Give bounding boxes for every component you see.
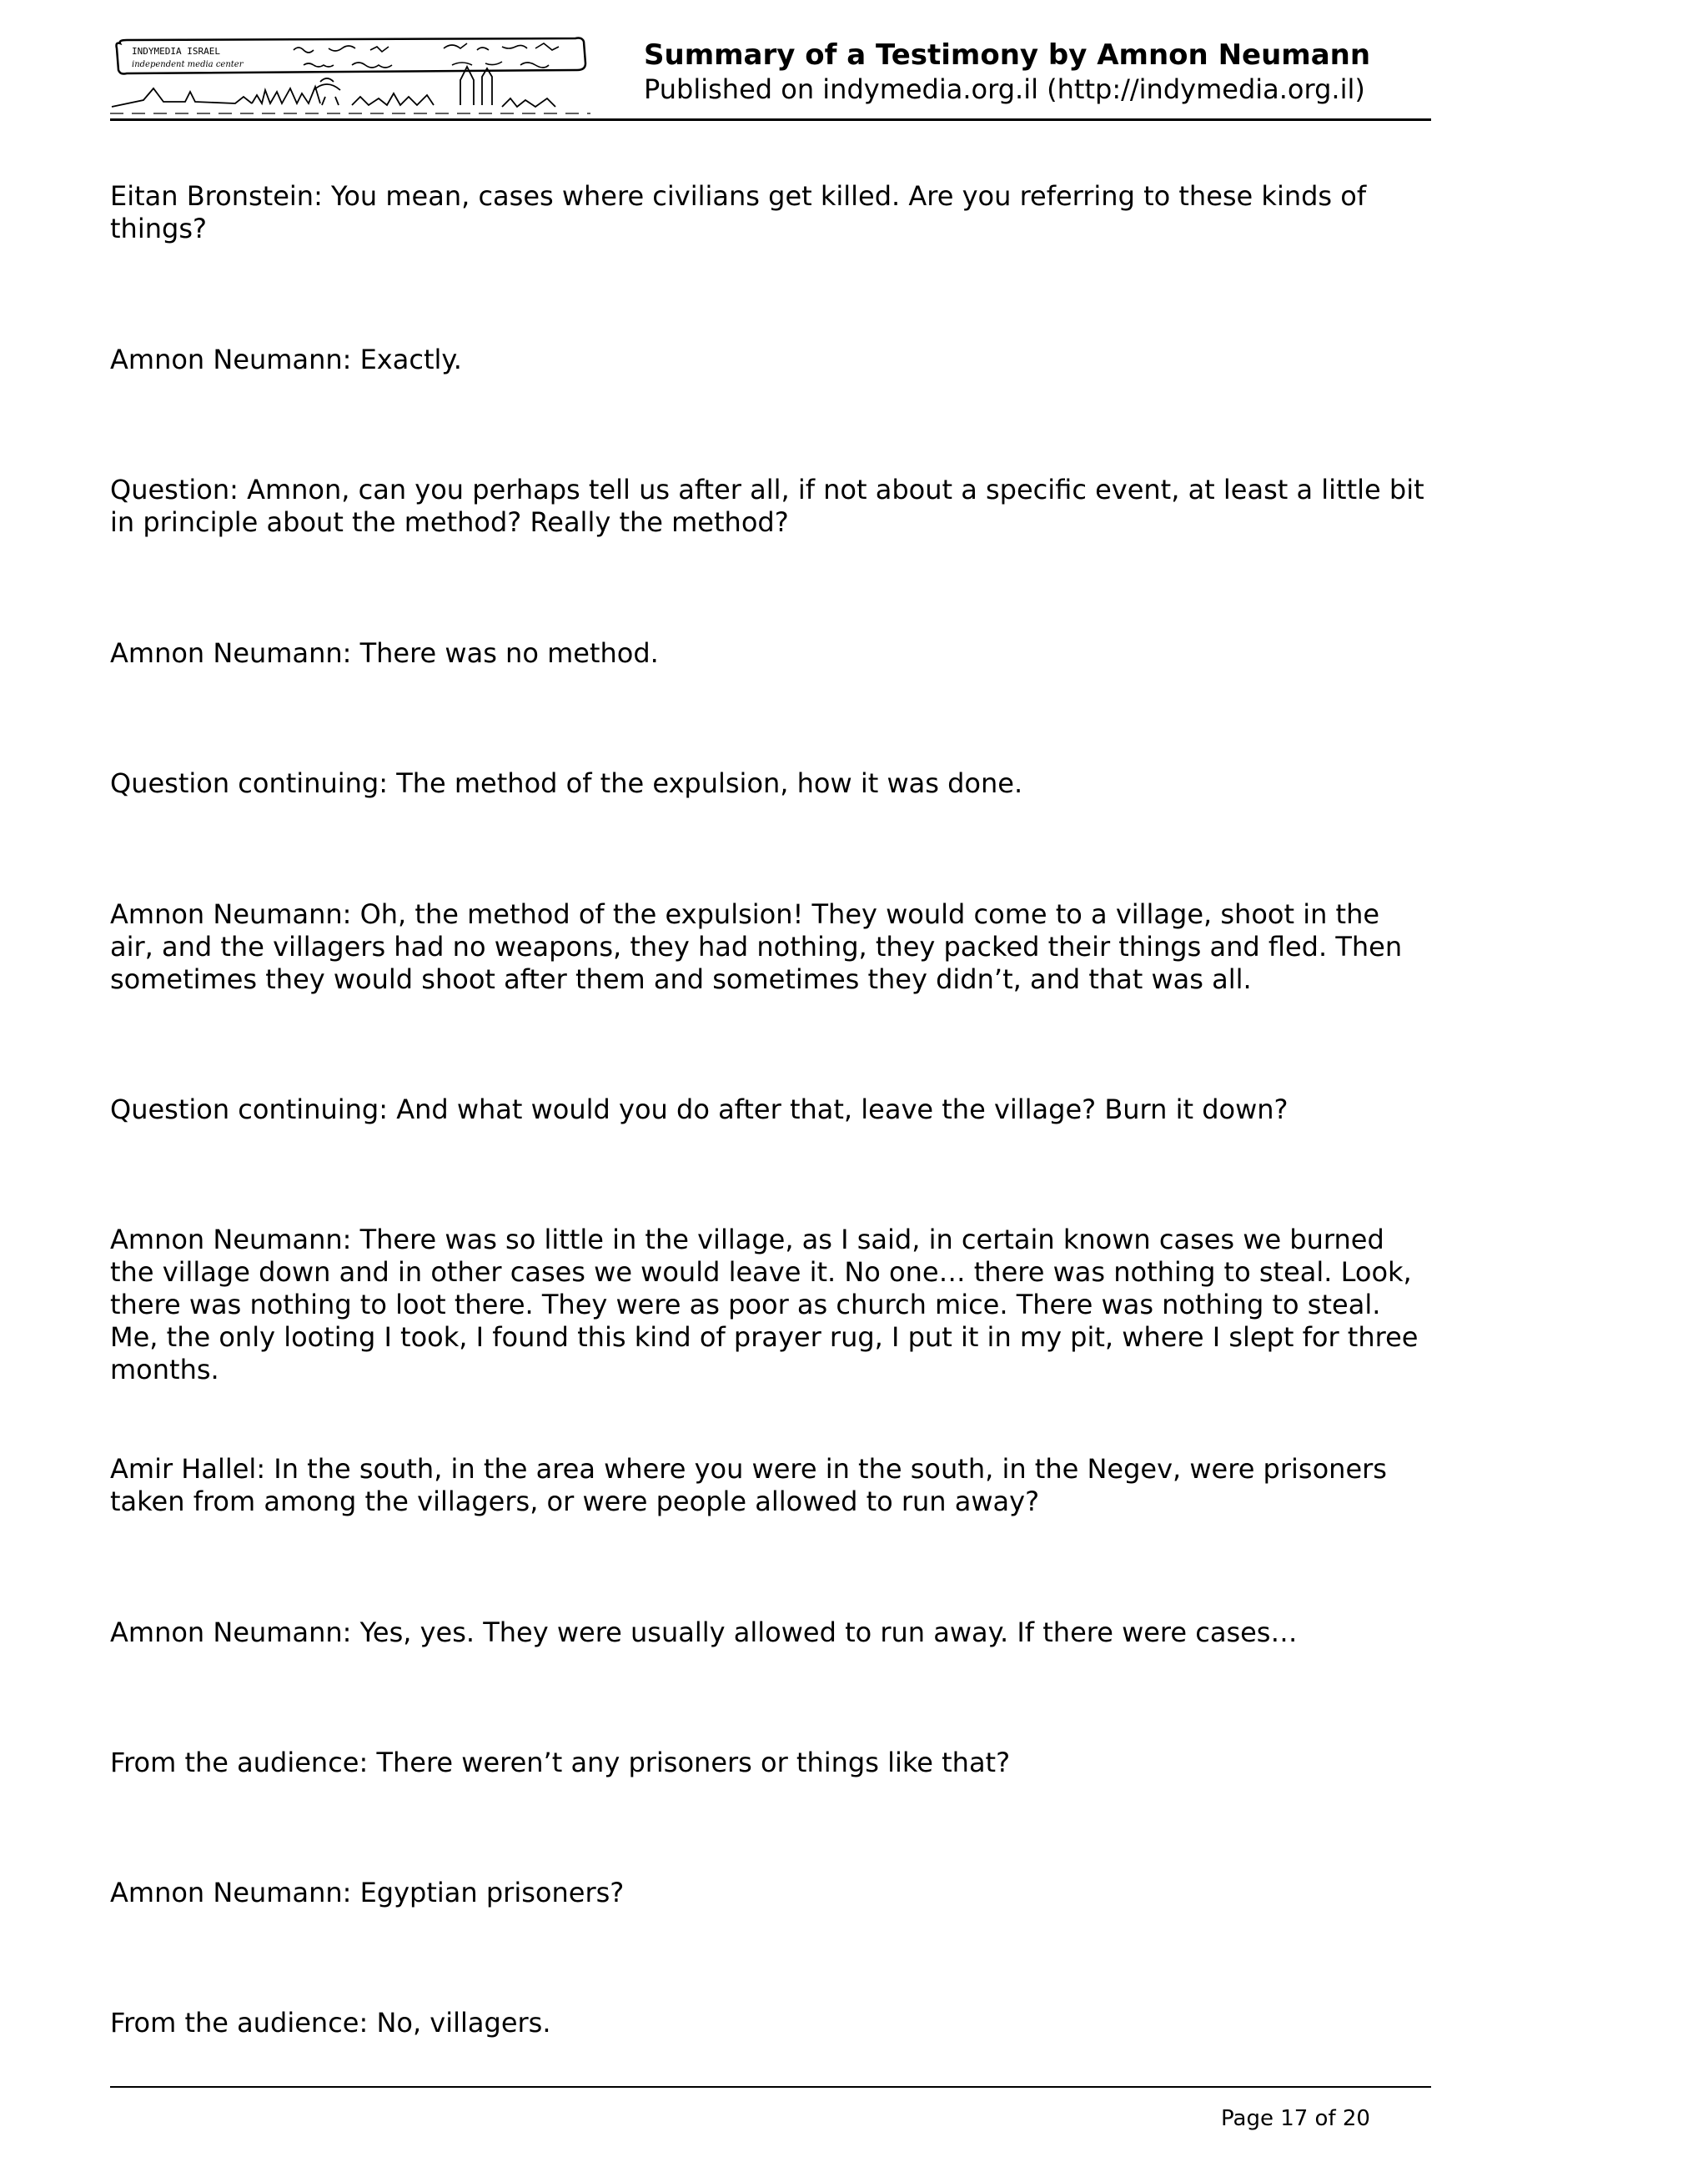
transcript-paragraph: Question continuing: The method of the expulsion, how it was done. [110,767,1023,799]
transcript-paragraph: From the audience: There weren’t any prisoners or things like that? [110,1747,1011,1778]
transcript-paragraph: Amnon Neumann: There was so little in the village, as I said, in certain known cases we burned the village down and in other cases we would leave it. No one… there was nothing to steal. Look, there was nothing to loot there. They were as poor as church mice. There was nothing to steal. Me, the only looting I took, I found this kind of prayer rug, I put it in my pit, where I slept for three months. [110,1224,1419,1385]
document-source: Published on indymedia.org.il (http://indymedia.org.il) [644,73,1365,105]
logo-text-line2: independent media center [132,60,244,69]
header-divider [110,118,1431,121]
transcript-paragraph: Amnon Neumann: Egyptian prisoners? [110,1877,625,1908]
logo-text-line1: INDYMEDIA ISRAEL [132,46,220,57]
transcript-paragraph: From the audience: No, villagers. [110,2007,551,2039]
document-title: Summary of a Testimony by Amnon Neumann [644,38,1371,72]
footer-divider [110,2086,1431,2088]
transcript-paragraph: Question continuing: And what would you do after that, leave the village? Burn it down? [110,1094,1289,1125]
transcript-paragraph: Amir Hallel: In the south, in the area where you were in the south, in the Negev, were prisoners taken from among the villagers, or were people allowed to run away? [110,1453,1387,1517]
transcript-paragraph: Amnon Neumann: Yes, yes. They were usually allowed to run away. If there were cases… [110,1616,1298,1648]
page-number: Page 17 of 20 [1221,2106,1370,2131]
transcript-paragraph: Question: Amnon, can you perhaps tell us after all, if not about a specific event, at least a little bit in principle about the method? Really the method? [110,474,1424,538]
transcript-paragraph: Amnon Neumann: There was no method. [110,637,659,669]
page-header [110,37,1431,120]
transcript-paragraph: Eitan Bronstein: You mean, cases where civilians get killed. Are you referring to these kinds of things? [110,180,1367,244]
transcript-paragraph: Amnon Neumann: Oh, the method of the expulsion! They would come to a village, shoot in the air, and the villagers had no weapons, they had nothing, they packed their things and fled. Then sometimes they would shoot after them and sometimes they didn’t, and that was all. [110,898,1403,995]
transcript-paragraph: Amnon Neumann: Exactly. [110,344,462,375]
indymedia-israel-logo [110,37,594,117]
